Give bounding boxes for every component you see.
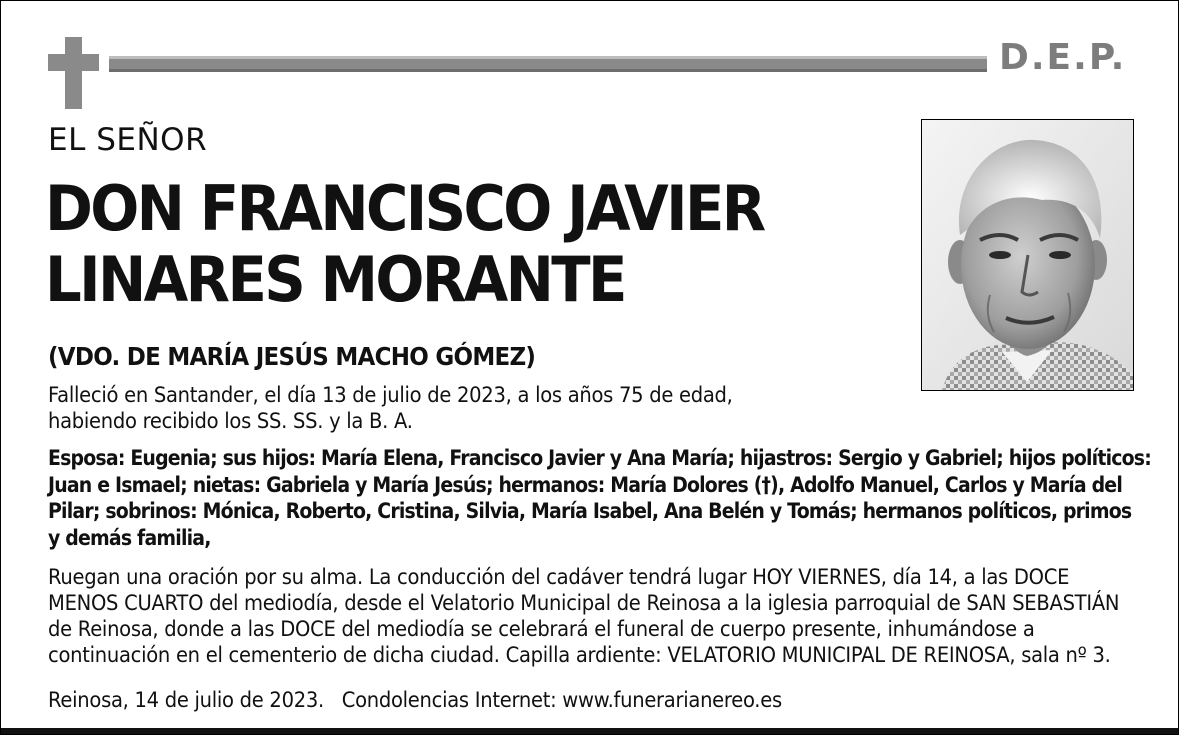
service-line-3: de Reinosa, donde a las DOCE del mediodía se celebrará el funeral de cuerpo presente, inhumándose a <box>48 617 1035 641</box>
family-line-2: Juan e Ismael; nietas: Gabriela y María Jesús; hermanos: María Dolores (†), Adolfo Manuel, Carlos y María del <box>48 472 1122 497</box>
name-line-1: DON FRANCISCO JAVIER <box>45 172 764 245</box>
service-line-2: MENOS CUARTO del mediodía, desde el Velatorio Municipal de Reinosa a la iglesia parroquial de SAN SEBASTIÁN <box>48 591 1120 615</box>
family-line-3: Pilar; sobrinos: Mónica, Roberto, Cristina, Silvia, María Isabel, Ana Belén y Tomás; hermanos políticos, primos <box>48 499 1132 523</box>
family-line-1: Esposa: Eugenia; sus hijos: María Elena, Francisco Javier y Ana María; hijastros: Sergio y Gabriel; hijos políticos: <box>48 446 1151 470</box>
header-rule <box>109 56 987 72</box>
family-paragraph <box>48 445 1151 551</box>
service-line-1: Ruegan una oración por su alma. La conducción del cadáver tendrá lugar HOY VIERNES, día 14, a las DOCE <box>48 565 1070 589</box>
name-line-2: LINARES MORANTE <box>45 243 625 316</box>
intro-title: EL SEÑOR <box>48 122 208 158</box>
widow-line: (VDO. DE MARÍA JESÚS MACHO GÓMEZ) <box>48 342 536 371</box>
dep-label: D.E.P. <box>999 37 1127 78</box>
service-line-4: continuación en el cementerio de dicha ciudad. Capilla ardiente: VELATORIO MUNICIPAL DE REINOSA, sala nº 3. <box>48 643 1111 667</box>
death-line-2: habiendo recibido los SS. SS. y la B. A. <box>48 409 413 433</box>
deceased-name <box>45 173 764 315</box>
cross-icon <box>48 37 99 109</box>
portrait-photo <box>921 119 1134 391</box>
family-line-4: y demás familia, <box>48 525 211 550</box>
service-paragraph <box>48 564 1119 668</box>
death-paragraph <box>48 382 733 434</box>
bottom-rule <box>1 728 1178 734</box>
footer-line: Reinosa, 14 de julio de 2023. Condolencias Internet: www.funerarianereo.es <box>48 688 782 712</box>
death-line-1: Falleció en Santander, el día 13 de julio de 2023, a los años 75 de edad, <box>48 383 733 407</box>
